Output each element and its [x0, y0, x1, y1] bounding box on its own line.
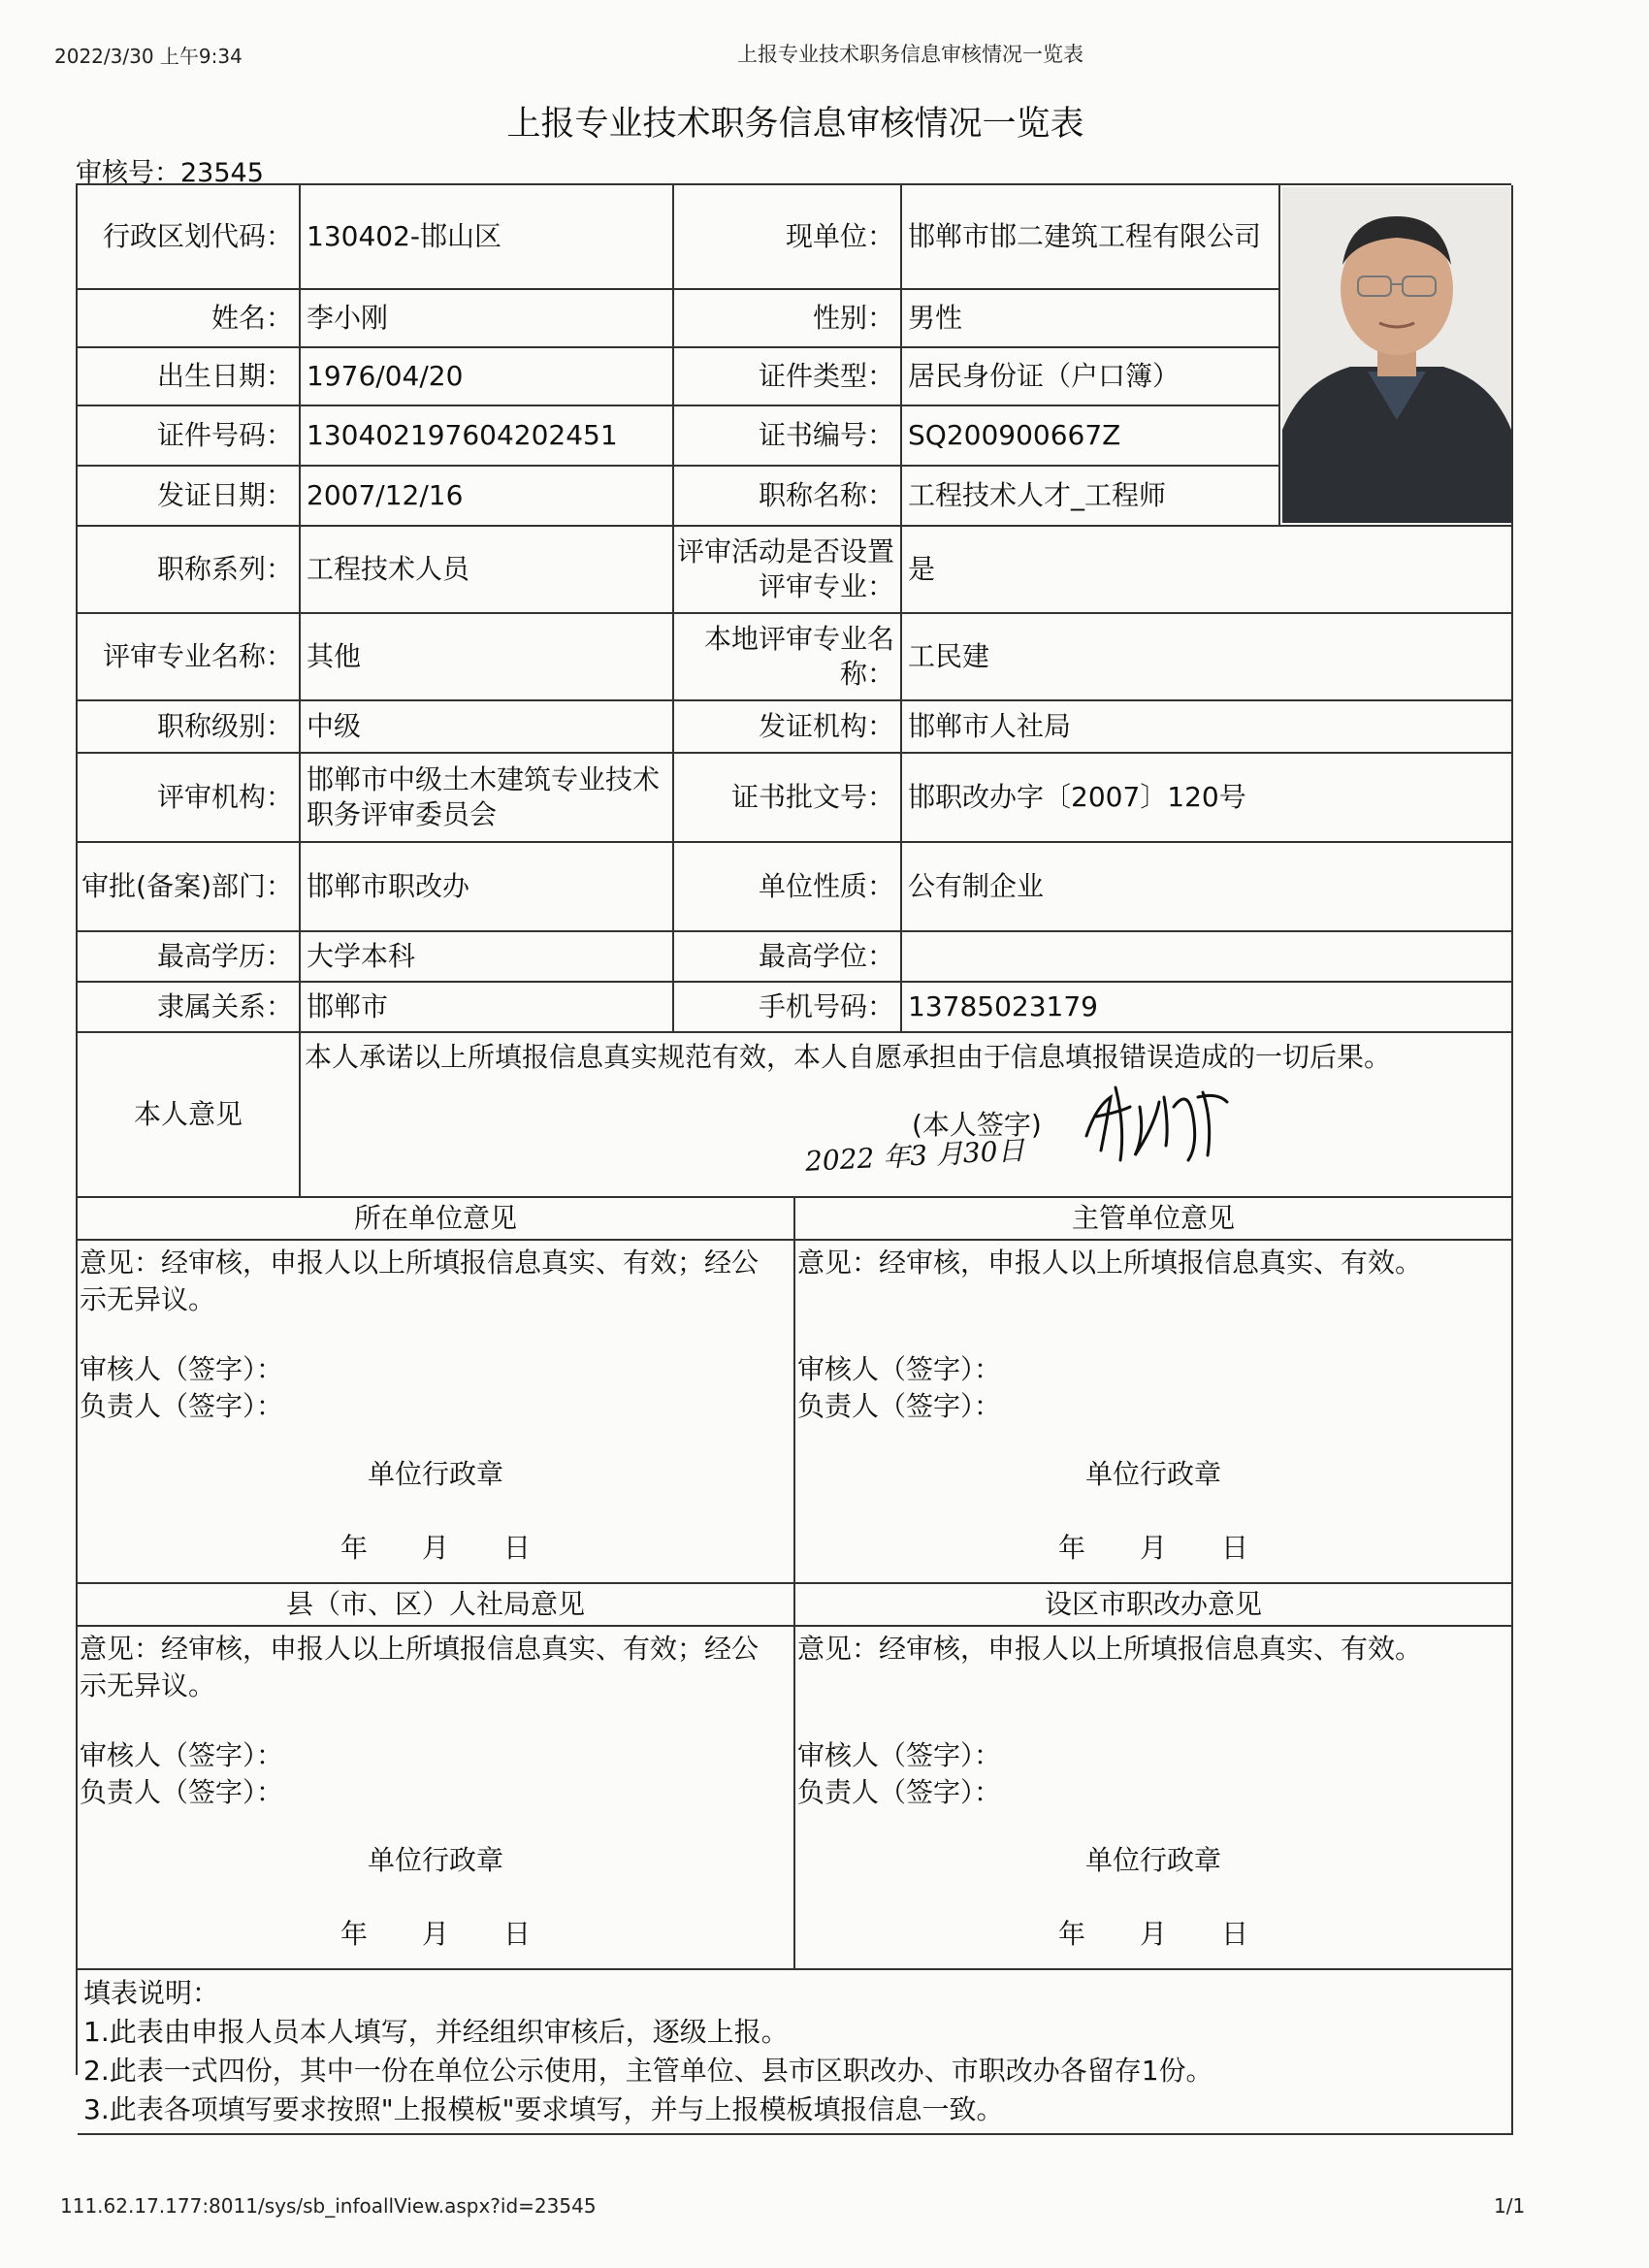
- review-org-value: 邯郸市中级土木建筑专业技术职务评审委员会: [301, 754, 674, 843]
- affiliation-value: 邯郸市: [301, 983, 674, 1033]
- person-portrait-icon: [1282, 187, 1511, 523]
- info-form-table: [76, 183, 1511, 2125]
- current-unit-value: 邯郸市邯二建筑工程有限公司: [902, 185, 1280, 290]
- birth-date-label: 出生日期：: [78, 348, 301, 406]
- review-number: 审核号：23545: [76, 158, 264, 188]
- mobile-value: 13785023179: [902, 983, 1513, 1033]
- county-hr-opinion-text: 意见：经审核，申报人以上所填报信息真实、有效；经公示无异议。: [80, 1633, 760, 1701]
- personal-sign-label: (本人签字): [912, 1109, 1042, 1141]
- cert-no-label: 证书编号：: [674, 406, 902, 467]
- unit-nature-value: 公有制企业: [902, 843, 1513, 932]
- form-instructions: [78, 1970, 1513, 2135]
- instruction-item: 1.此表由申报人员本人填写，并经组织审核后，逐级上报。: [83, 2016, 789, 2048]
- name-value: 李小刚: [301, 290, 674, 348]
- footer-page-number: 1/1: [1494, 2194, 1526, 2218]
- mobile-label: 手机号码：: [674, 983, 902, 1033]
- gender-label: 性别：: [674, 290, 902, 348]
- issue-date-value: 2007/12/16: [301, 467, 674, 527]
- unit-opinion-date: 年 月 日: [340, 1532, 531, 1564]
- unit-opinion-text: 意见：经审核，申报人以上所填报信息真实、有效；经公示无异议。: [80, 1247, 760, 1315]
- supervisor-opinion-reviewer: 审核人（签字）：: [797, 1353, 1002, 1385]
- footer-url: 111.62.17.177:8011/sys/sb_infoallView.aspx?id=23545: [60, 2194, 597, 2218]
- unit-opinion-title: 所在单位意见: [353, 1202, 517, 1234]
- id-number-value: 130402197604202451: [301, 406, 674, 467]
- title-series-label: 职称系列：: [78, 527, 301, 614]
- has-review-major-value: 是: [902, 527, 1513, 614]
- issuing-org-label: 发证机构：: [674, 701, 902, 754]
- print-datetime: 2022/3/30 上午9:34: [54, 45, 242, 68]
- city-office-opinion-panel: [795, 1584, 1513, 1970]
- unit-opinion-panel: [78, 1198, 795, 1584]
- city-office-opinion-seal: 单位行政章: [1084, 1844, 1221, 1876]
- id-type-label: 证件类型：: [674, 348, 902, 406]
- supervisor-opinion-date: 年 月 日: [1057, 1532, 1248, 1564]
- unit-nature-label: 单位性质：: [674, 843, 902, 932]
- unit-opinion-responsible: 负责人（签字）：: [80, 1390, 284, 1422]
- cert-no-value: SQ200900667Z: [902, 406, 1280, 467]
- county-hr-opinion-responsible: 负责人（签字）：: [80, 1776, 284, 1808]
- birth-date-value: 1976/04/20: [301, 348, 674, 406]
- title-series-value: 工程技术人员: [301, 527, 674, 614]
- title-level-value: 中级: [301, 701, 674, 754]
- unit-opinion-seal: 单位行政章: [367, 1458, 503, 1490]
- degree-label: 最高学位：: [674, 932, 902, 983]
- approval-doc-label: 证书批文号：: [674, 754, 902, 843]
- county-hr-opinion-seal: 单位行政章: [367, 1844, 503, 1876]
- city-office-opinion-date: 年 月 日: [1057, 1918, 1248, 1950]
- county-hr-opinion-panel: [78, 1584, 795, 1970]
- personal-opinion-label: 本人意见: [78, 1033, 301, 1198]
- review-major-value: 其他: [301, 614, 674, 701]
- has-review-major-label: 评审活动是否设置评审专业：: [674, 527, 902, 614]
- supervisor-opinion-responsible: 负责人（签字）：: [797, 1390, 1002, 1422]
- supervisor-opinion-title: 主管单位意见: [1071, 1202, 1235, 1234]
- name-label: 姓名：: [78, 290, 301, 348]
- county-hr-opinion-reviewer: 审核人（签字）：: [80, 1739, 284, 1771]
- city-office-opinion-responsible: 负责人（签字）：: [797, 1776, 1002, 1808]
- instruction-item: 2.此表一式四份，其中一份在单位公示使用，主管单位、县市区职改办、市职改办各留存1份。: [83, 2055, 1213, 2087]
- region-code-label: 行政区划代码：: [78, 185, 301, 290]
- city-office-opinion-text: 意见：经审核，申报人以上所填报信息真实、有效。: [797, 1633, 1423, 1665]
- handwritten-signature: [1077, 1068, 1232, 1175]
- region-code-value: 130402-邯山区: [301, 185, 674, 290]
- instruction-item: 3.此表各项填写要求按照"上报模板"要求填写，并与上报模板填报信息一致。: [83, 2093, 1004, 2125]
- title-name-value: 工程技术人才_工程师: [902, 467, 1280, 527]
- issue-date-label: 发证日期：: [78, 467, 301, 527]
- instructions-title: 填表说明：: [83, 1977, 220, 2009]
- affiliation-label: 隶属关系：: [78, 983, 301, 1033]
- review-major-label: 评审专业名称：: [78, 614, 301, 701]
- approval-doc-value: 邯职改办字〔2007〕120号: [902, 754, 1513, 843]
- issuing-org-value: 邯郸市人社局: [902, 701, 1513, 754]
- unit-opinion-reviewer: 审核人（签字）：: [80, 1353, 284, 1385]
- id-type-value: 居民身份证（户口簿）: [902, 348, 1280, 406]
- local-major-label: 本地评审专业名称：: [674, 614, 902, 701]
- local-major-value: 工民建: [902, 614, 1513, 701]
- city-office-opinion-reviewer: 审核人（签字）：: [797, 1739, 1002, 1771]
- title-name-label: 职称名称：: [674, 467, 902, 527]
- current-unit-label: 现单位：: [674, 185, 902, 290]
- education-label: 最高学历：: [78, 932, 301, 983]
- title-level-label: 职称级别：: [78, 701, 301, 754]
- degree-value: [902, 932, 1513, 983]
- personal-commitment-statement: 本人承诺以上所填报信息真实规范有效，本人自愿承担由于信息填报错误造成的一切后果。: [305, 1041, 1392, 1073]
- county-hr-opinion-title: 县（市、区）人社局意见: [285, 1588, 585, 1620]
- document-title: 上报专业技术职务信息审核情况一览表: [506, 105, 1084, 144]
- county-hr-opinion-date: 年 月 日: [340, 1918, 531, 1950]
- education-value: 大学本科: [301, 932, 674, 983]
- gender-value: 男性: [902, 290, 1280, 348]
- handwritten-date: 2022 年3 月30日: [804, 1134, 1026, 1178]
- supervisor-opinion-text: 意见：经审核，申报人以上所填报信息真实、有效。: [797, 1247, 1423, 1279]
- print-header-title: 上报专业技术职务信息审核情况一览表: [737, 43, 1083, 66]
- supervisor-opinion-seal: 单位行政章: [1084, 1458, 1221, 1490]
- personal-opinion-box: [301, 1033, 1513, 1198]
- supervisor-opinion-panel: [795, 1198, 1513, 1584]
- review-org-label: 评审机构：: [78, 754, 301, 843]
- approval-dept-value: 邯郸市职改办: [301, 843, 674, 932]
- applicant-photo: [1280, 185, 1513, 527]
- id-number-label: 证件号码：: [78, 406, 301, 467]
- city-office-opinion-title: 设区市职改办意见: [1044, 1588, 1262, 1620]
- approval-dept-label: 审批(备案)部门：: [78, 843, 301, 932]
